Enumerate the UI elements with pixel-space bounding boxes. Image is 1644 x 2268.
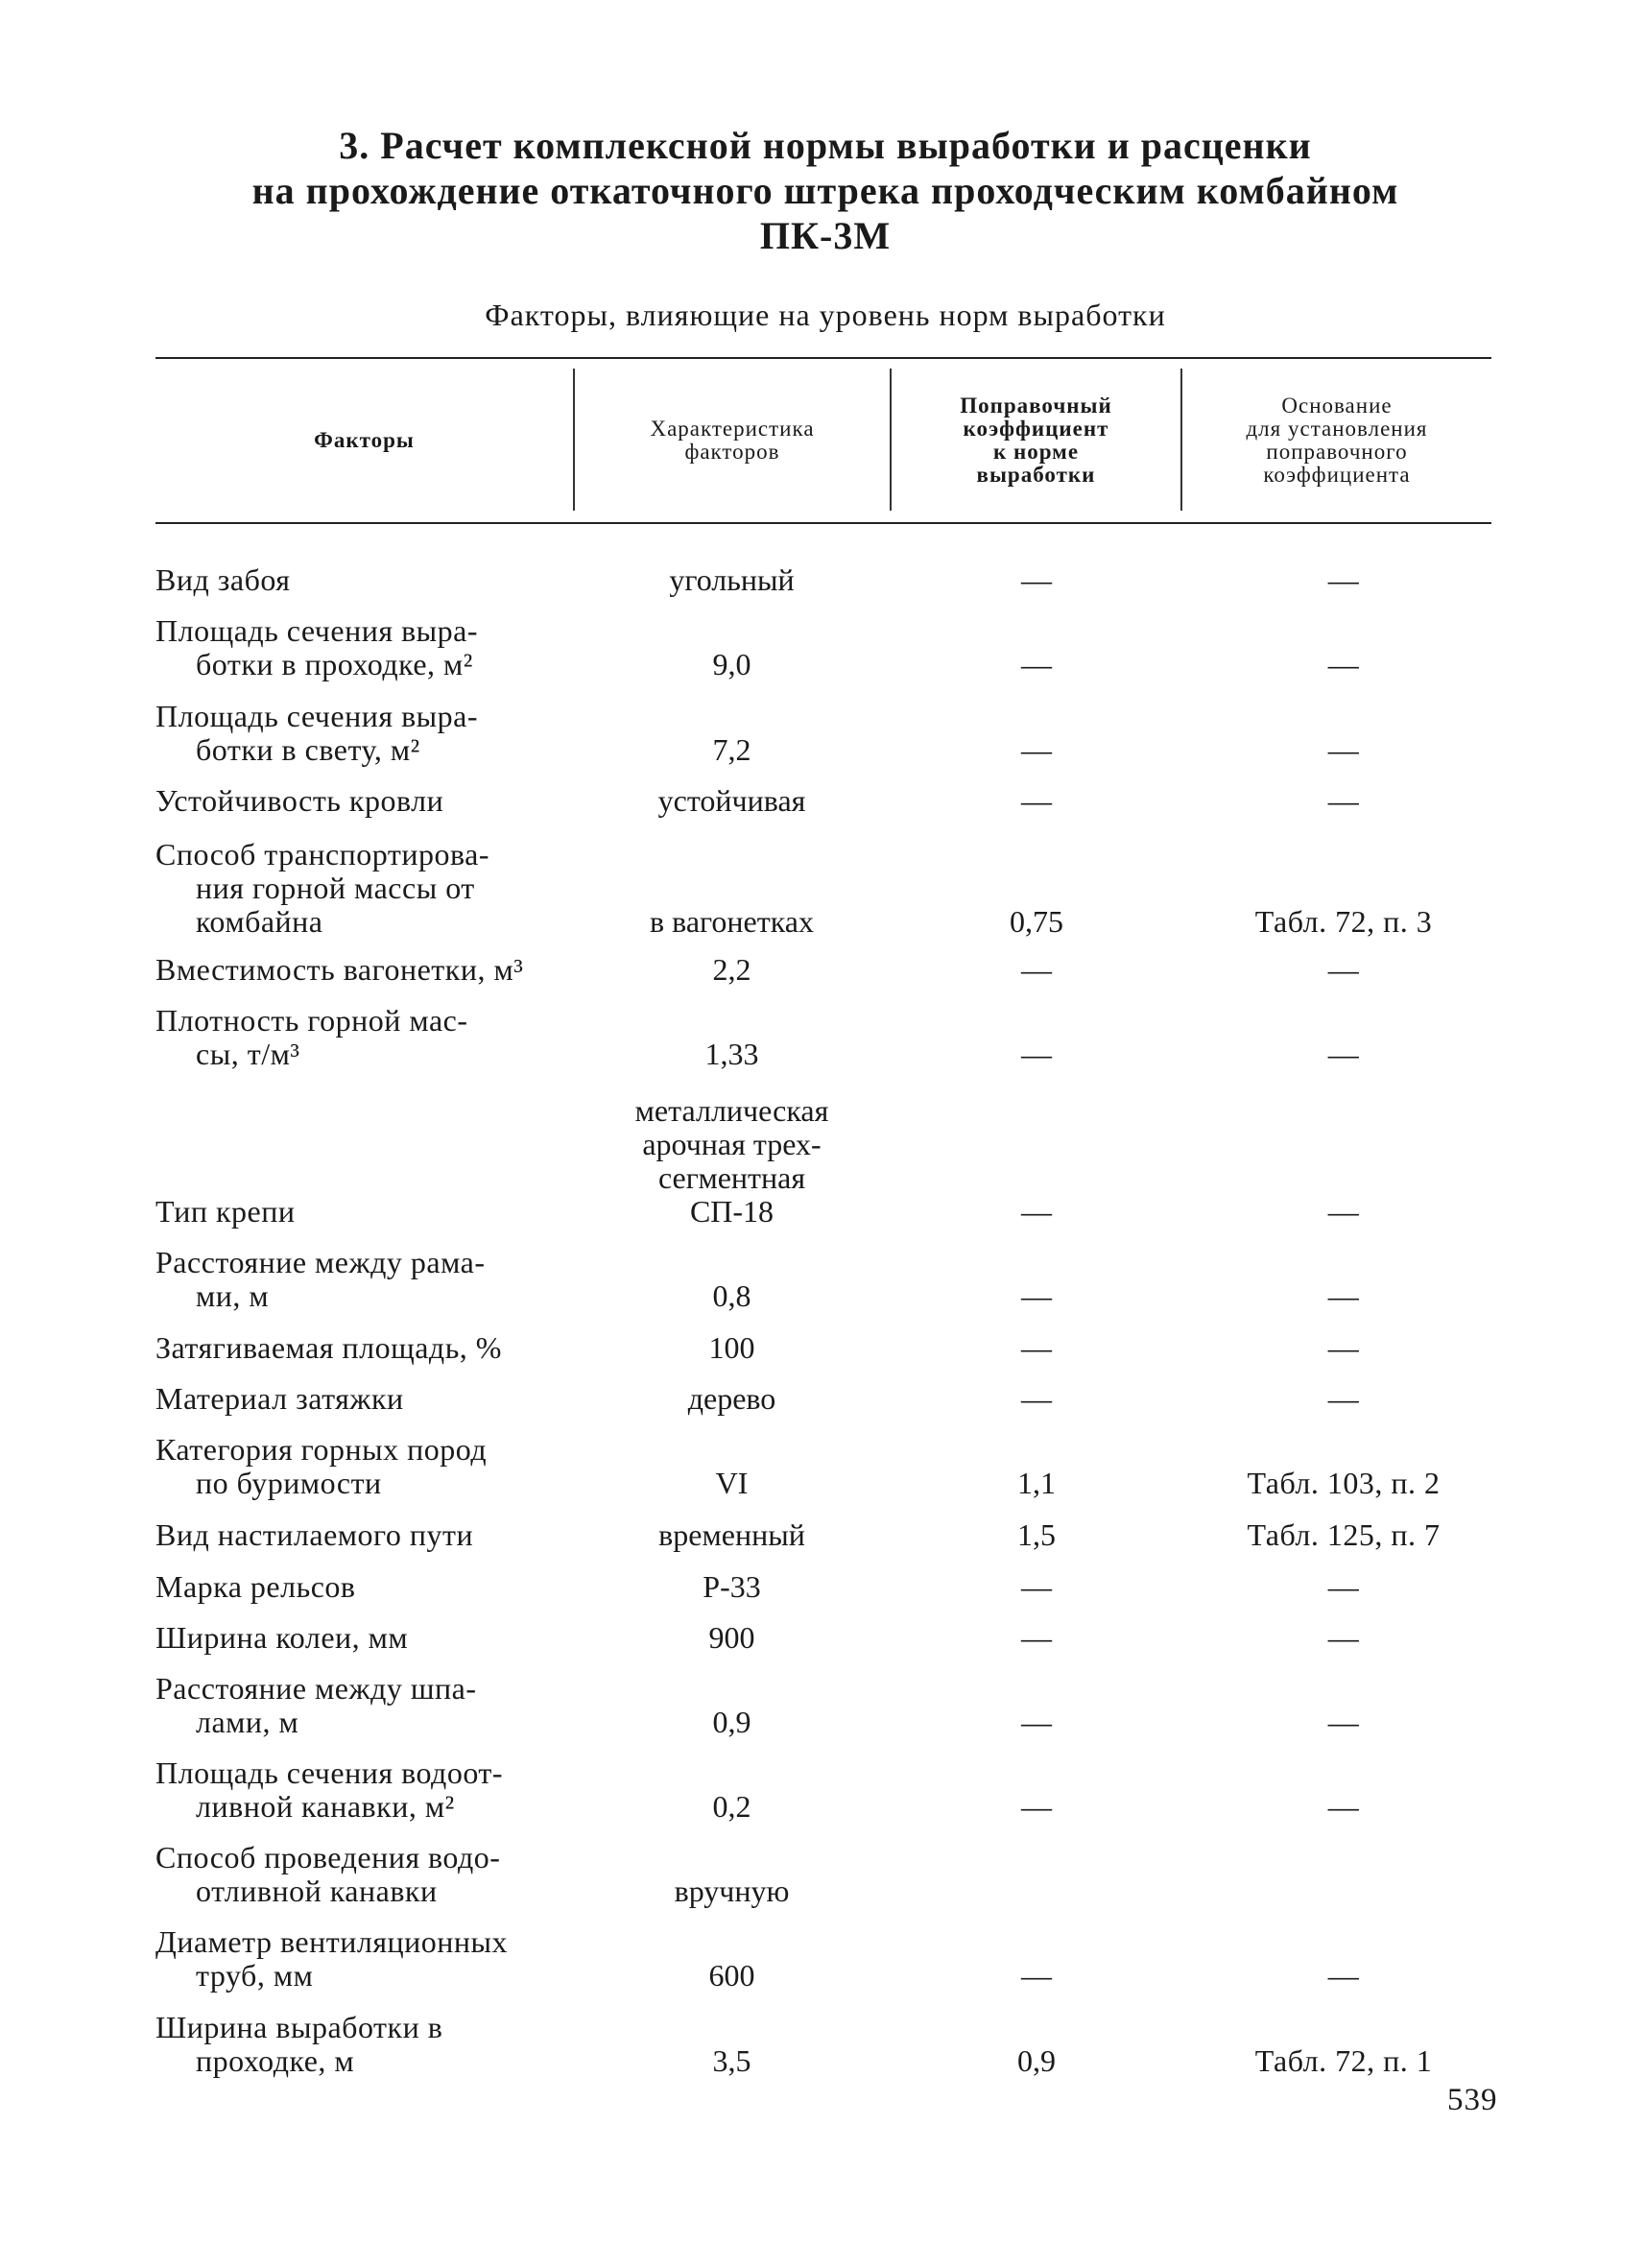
basis-cell: Табл. 103, п. 2 [1247,1466,1441,1500]
header-line: Характеристика [650,417,815,441]
coefficient-cell: — [1021,952,1052,987]
coefficient-cell: — [1021,783,1052,818]
factor-cell [155,2011,576,2078]
basis-cell: — [1327,1037,1360,1071]
factor-line: труб, мм [196,1958,314,1993]
coefficient-cell: 1,1 [1017,1466,1056,1500]
factor-line: Затягиваемая площадь, % [155,1330,502,1365]
basis-cell: — [1327,1958,1360,1993]
basis-cell: — [1327,562,1360,597]
title-line-1: 3. Расчет комплексной нормы выработки и расценки [339,124,1312,167]
factor-line: лами, м [196,1705,299,1739]
characteristic-line: 1,33 [704,1037,759,1071]
header-line: выработки [976,463,1096,487]
basis-cell: — [1327,1569,1360,1604]
title-line-2: на прохождение откаточного штрека проходческим комбайном [251,169,1399,212]
basis-cell: — [1327,1705,1360,1739]
characteristic-line: 900 [708,1620,755,1655]
factor-line: Площадь сечения выра- [155,613,479,648]
header-line: для установления [1246,417,1428,441]
factor-line: Способ проведения водо- [155,1840,501,1874]
header-line: коэффициент [963,417,1109,441]
header-line: поправочного [1266,440,1408,464]
coefficient-cell: — [1021,1330,1052,1365]
characteristic-line: 0,8 [712,1278,751,1313]
basis-cell: — [1327,783,1360,818]
basis-cell: — [1327,1620,1360,1655]
factor-line: комбайна [196,904,323,939]
coefficient-cell: — [1021,1789,1052,1824]
factor-line: ния горной массы от [196,871,475,905]
characteristic-cell [581,2044,883,2078]
characteristic-line: 7,2 [712,732,751,767]
characteristic-line: 9,0 [712,647,751,681]
coefficient-cell: — [1021,647,1052,681]
factor-line: Способ транспортирова- [155,837,490,871]
characteristic-line: 2,2 [712,952,751,987]
factor-line: ливной канавки, м² [196,1789,455,1824]
coefficient-cell: 0,75 [1010,904,1063,939]
coefficient-cell: — [1021,1278,1052,1313]
characteristic-line: металлическая [634,1093,829,1128]
basis-cell: — [1327,1381,1360,1416]
basis-cell: — [1327,952,1360,987]
coefficient-cell: — [1021,1194,1052,1229]
table-caption: Факторы, влияющие на уровень норм выработки [485,298,1166,332]
factor-line: Расстояние между рама- [155,1245,486,1279]
coefficient-cell: — [1021,732,1052,767]
factor-line: Категория горных пород [155,1432,488,1467]
basis-cell: Табл. 72, п. 3 [1254,904,1433,939]
basis-cell: — [1327,647,1360,681]
basis-cell: — [1327,1330,1360,1365]
characteristic-line: 0,9 [712,1705,751,1739]
characteristic-line: устойчивая [657,783,806,818]
coefficient-cell: — [1021,1620,1052,1655]
factor-line: Вместимость вагонетки, м³ [155,952,524,987]
factor-line: Ширина колеи, мм [155,1620,409,1655]
page-number: 539 [1447,2083,1498,2117]
coefficient-cell: — [1021,1569,1052,1604]
characteristic-line: временный [658,1517,805,1552]
header-line: факторов [684,440,780,464]
header-line: к норме [992,440,1080,464]
basis-cell: — [1327,1194,1360,1229]
factor-line: ми, м [196,1278,270,1313]
characteristic-line: 600 [708,1958,755,1993]
factor-line: ботки в свету, м² [196,732,420,767]
characteristic-line: сегментная [657,1160,806,1195]
factor-line: по буримости [196,1466,382,1500]
factor-line: Устойчивость кровли [155,783,444,818]
factor-line: Площадь сечения водоот- [155,1755,504,1790]
basis-cell: — [1327,1789,1360,1824]
basis-cell: — [1327,732,1360,767]
factor-line: Материал затяжки [155,1381,404,1416]
characteristic-line: VI [715,1466,749,1500]
coefficient-cell: — [1021,1705,1052,1739]
factor-line: отливной канавки [196,1874,438,1908]
characteristic-line: 0,2 [712,1789,751,1824]
basis-cell: — [1327,1278,1360,1313]
factor-line: Плотность горной мас- [155,1003,468,1038]
characteristic-line: дерево [687,1381,776,1416]
coefficient-cell: — [1021,1958,1052,1993]
coefficient-cell: 0,9 [1017,2043,1056,2078]
factor-line: Марка рельсов [155,1569,356,1604]
header-factors-label: Факторы [314,428,415,452]
factor-line: Площадь сечения выра- [155,699,479,733]
characteristic-line: Р-33 [703,1569,761,1604]
coefficient-cell: — [1021,1037,1052,1071]
characteristic-line: вручную [674,1874,790,1908]
header-line: коэффициента [1263,463,1411,487]
characteristic-line: в вагонетках [650,904,814,939]
header-line: Основание [1281,394,1393,418]
characteristic-line: угольный [669,562,795,597]
characteristic-line: СП-18 [689,1194,774,1229]
factor-line: сы, т/м³ [196,1037,300,1071]
factor-line: Вид настилаемого пути [155,1517,474,1552]
factor-line: Вид забоя [155,562,291,597]
coefficient-cell: — [1021,562,1052,597]
title-line-3: ПК-3М [759,214,892,257]
characteristic-line: арочная трех- [642,1127,822,1161]
coefficient-cell: — [1021,1381,1052,1416]
factor-line: проходке, м [196,2043,355,2078]
coefficient-cell: 1,5 [1017,1517,1056,1552]
factor-line: Ширина выработки в [155,2010,443,2044]
basis-cell: Табл. 125, п. 7 [1247,1517,1441,1552]
factor-line: ботки в проходке, м² [196,647,473,681]
header-line: Поправочный [960,394,1112,418]
basis-cell: Табл. 72, п. 1 [1254,2043,1433,2078]
characteristic-line: 3,5 [712,2043,751,2078]
factor-line: Диаметр вентиляционных [155,1924,509,1959]
factor-line: Тип крепи [155,1194,296,1229]
factor-line: Расстояние между шпа- [155,1671,477,1706]
characteristic-line: 100 [708,1330,755,1365]
